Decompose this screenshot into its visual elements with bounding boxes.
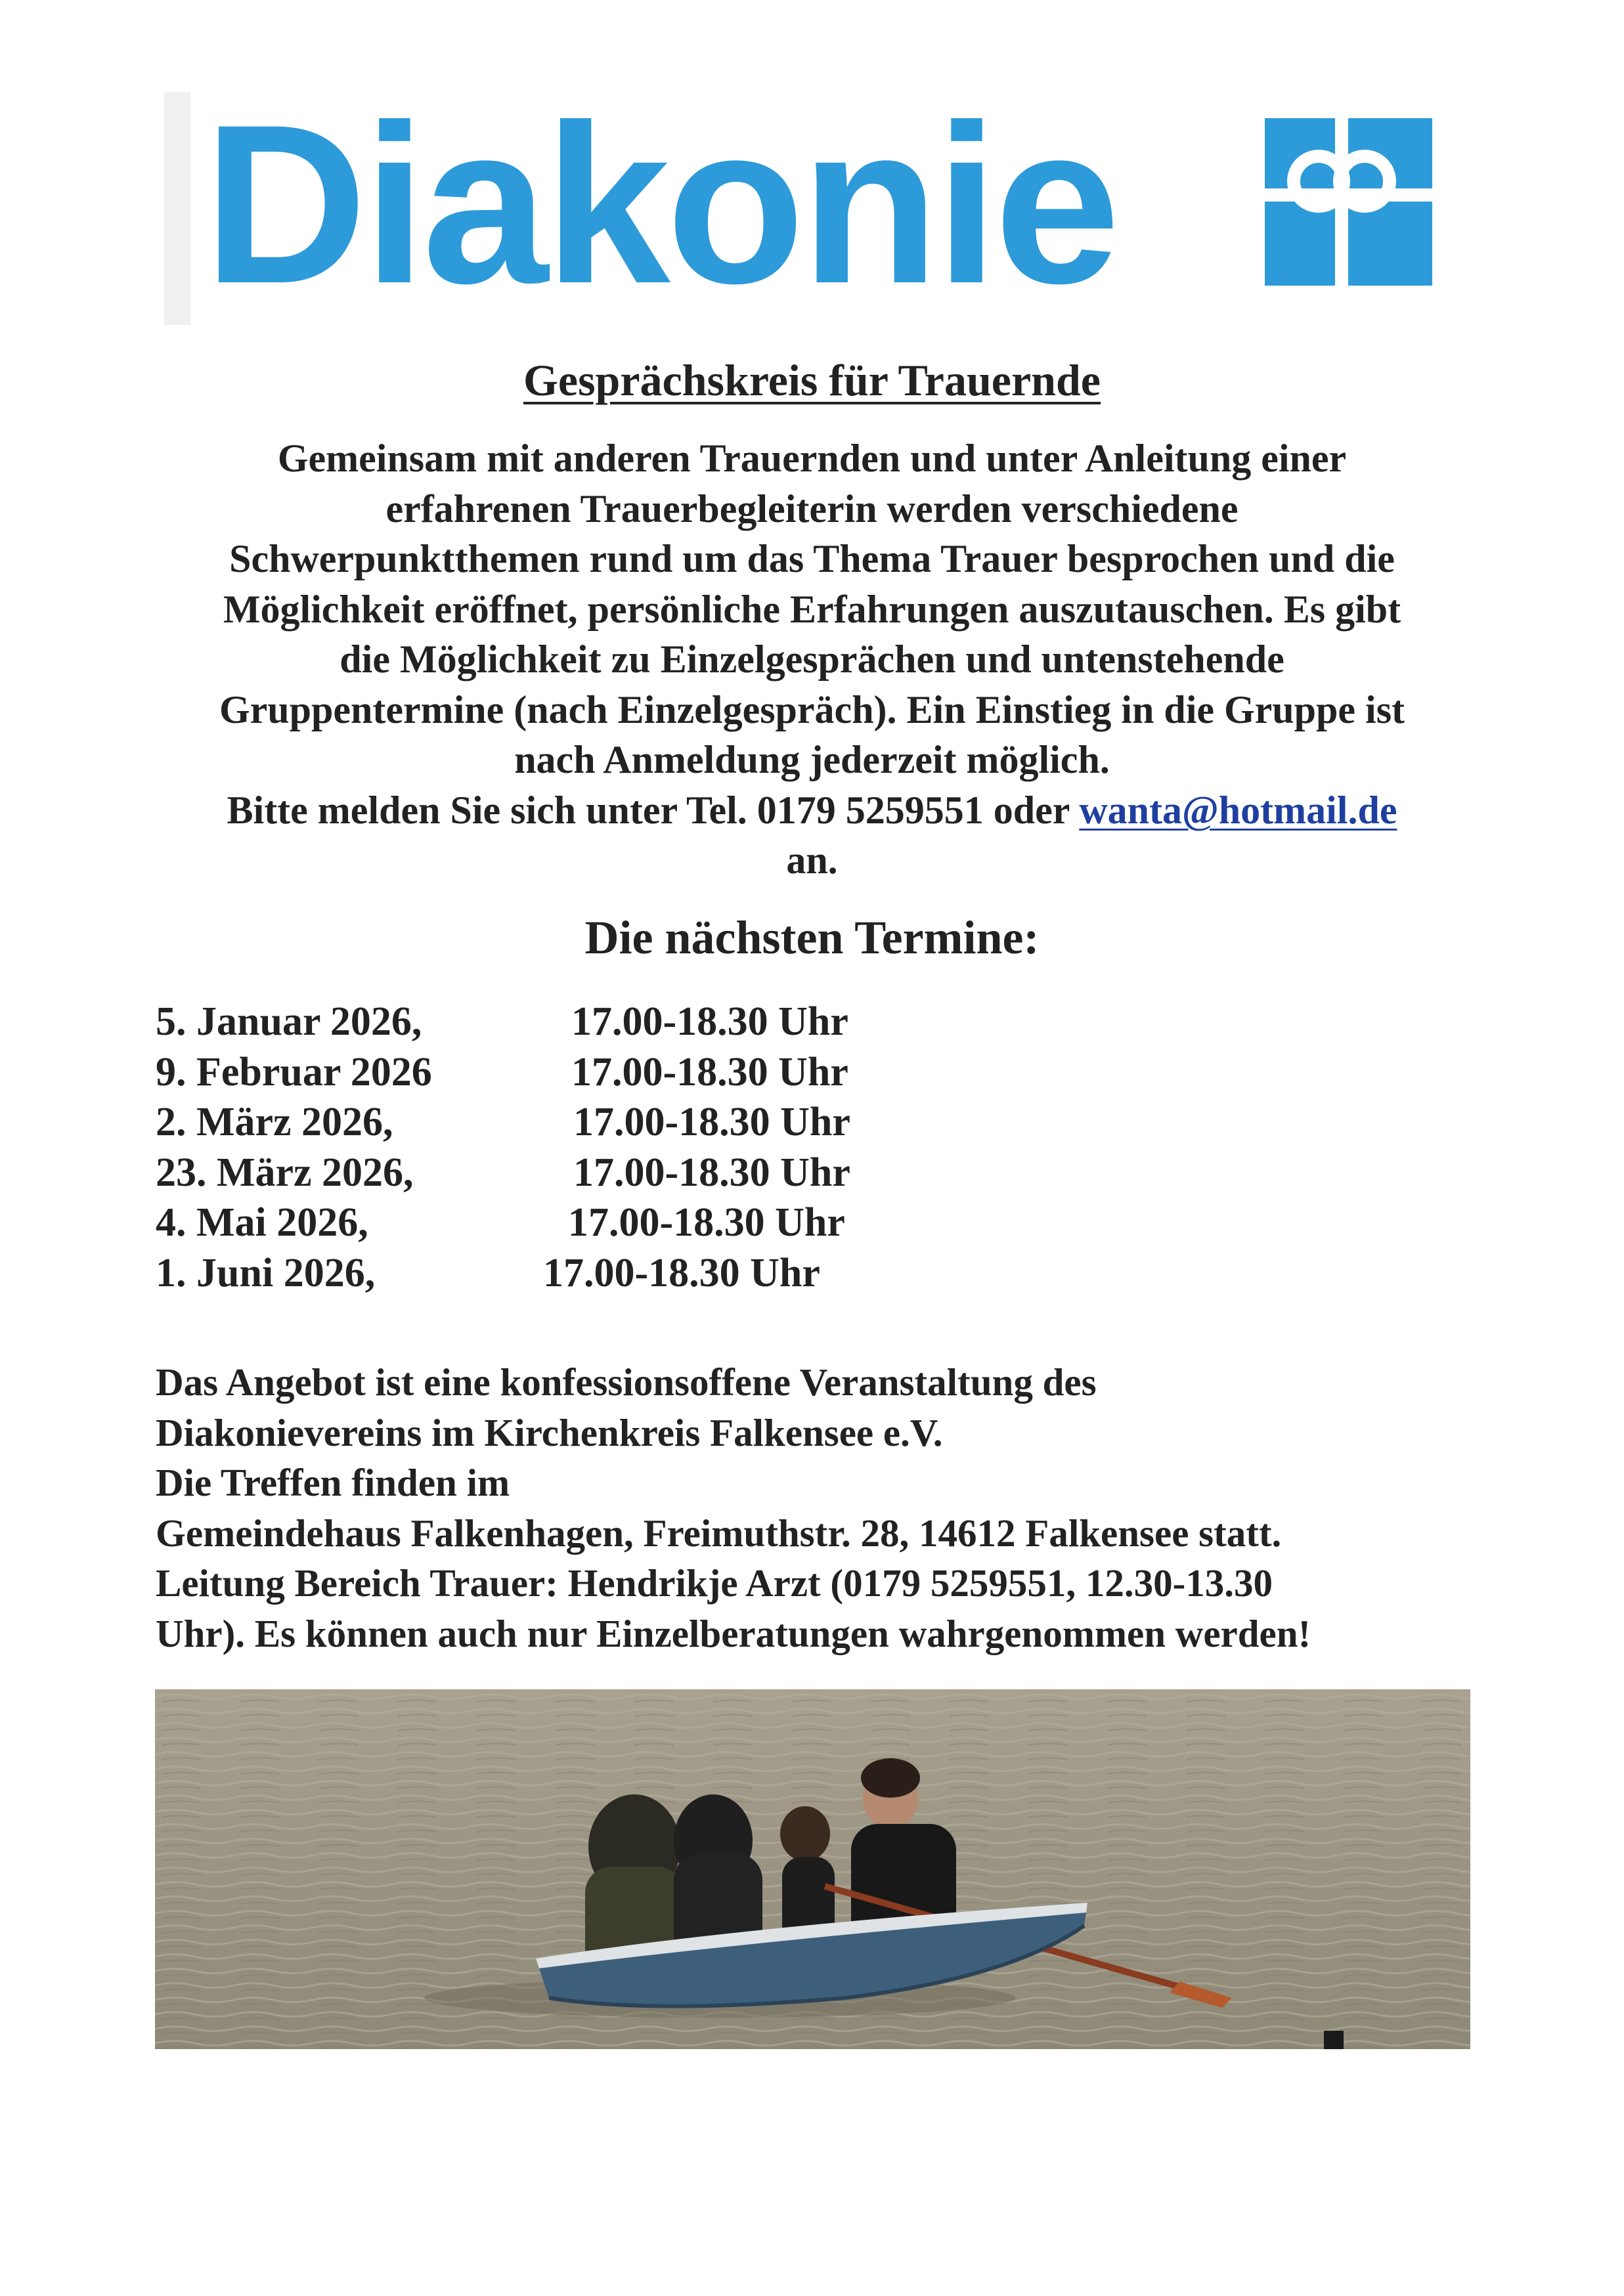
contact-line: [0, 785, 1624, 836]
time-label: 17.00-18.30 Uhr: [543, 1250, 820, 1295]
time-label: 17.00-18.30 Uhr: [571, 999, 848, 1044]
dates-heading: Die nächsten Termine:: [584, 911, 1040, 964]
info-line: Die Treffen finden im: [156, 1461, 510, 1504]
info-line: Gemeindehaus Falkenhagen, Freimuthstr. 28, 14612 Falkensee statt.: [156, 1511, 1282, 1555]
date-row: [156, 1148, 1075, 1198]
date-row: [156, 1198, 1075, 1248]
time-label: 17.00-18.30 Uhr: [571, 1049, 848, 1094]
info-line: Diakonievereins im Kirchenkreis Falkensee e.V.: [156, 1410, 943, 1454]
dates-list: [156, 997, 1075, 1298]
rowing-boat-photo: [155, 1689, 1470, 2049]
date-row: [156, 997, 1075, 1047]
logo-side-bar: [164, 92, 190, 325]
intro-line: Gemeinsam mit anderen Trauernden und unter Anleitung einer: [277, 437, 1347, 480]
intro-line: Gruppentermine (nach Einzelgespräch). Ein Einstieg in die Gruppe ist: [219, 687, 1405, 731]
date-row: [156, 1248, 1075, 1299]
info-line: Das Angebot ist eine konfessionsoffene Veranstaltung des: [156, 1360, 1097, 1404]
intro-line: erfahrenen Trauerbegleiterin werden verschiedene: [385, 487, 1239, 531]
date-row: [156, 1047, 1075, 1098]
date-label: 5. Januar 2026,: [156, 999, 422, 1044]
time-label: 17.00-18.30 Uhr: [573, 1150, 850, 1195]
date-label: 23. März 2026,: [156, 1150, 414, 1195]
contact-suffix: an.: [786, 838, 838, 882]
intro-line: nach Anmeldung jederzeit möglich.: [514, 738, 1110, 781]
info-paragraph: [156, 1357, 1535, 1658]
diakonie-logo: [164, 78, 1445, 331]
intro-paragraph: [0, 433, 1624, 886]
time-label: 17.00-18.30 Uhr: [568, 1200, 845, 1245]
date-label: 9. Februar 2026: [156, 1049, 432, 1094]
lake-boat-illustration: [155, 1689, 1470, 2049]
info-line: Uhr). Es können auch nur Einzelberatungen wahrgenommen werden!: [156, 1611, 1311, 1655]
intro-line: Schwerpunktthemen rund um das Thema Trauer besprochen und die: [229, 537, 1395, 580]
date-label: 1. Juni 2026,: [156, 1250, 376, 1295]
info-line: Leitung Bereich Trauer: Hendrikje Arzt (0179 5259551, 12.30-13.30: [156, 1561, 1273, 1605]
intro-line: die Möglichkeit zu Einzelgesprächen und untenstehende: [340, 638, 1284, 681]
date-label: 2. März 2026,: [156, 1100, 393, 1144]
contact-prefix: Bitte melden Sie sich unter Tel. 0179 5259551 oder: [227, 788, 1070, 832]
logo-wordmark: Diakonie: [204, 78, 1116, 331]
email-link[interactable]: wanta@hotmail.de: [1079, 788, 1397, 832]
diakonie-cross-icon: [1265, 118, 1432, 286]
date-row: [156, 1097, 1075, 1148]
intro-line: Möglichkeit eröffnet, persönliche Erfahrungen auszutauschen. Es gibt: [223, 587, 1401, 631]
time-label: 17.00-18.30 Uhr: [573, 1100, 850, 1144]
date-label: 4. Mai 2026,: [156, 1200, 368, 1245]
page-title: Gesprächskreis für Trauernde: [523, 355, 1101, 405]
